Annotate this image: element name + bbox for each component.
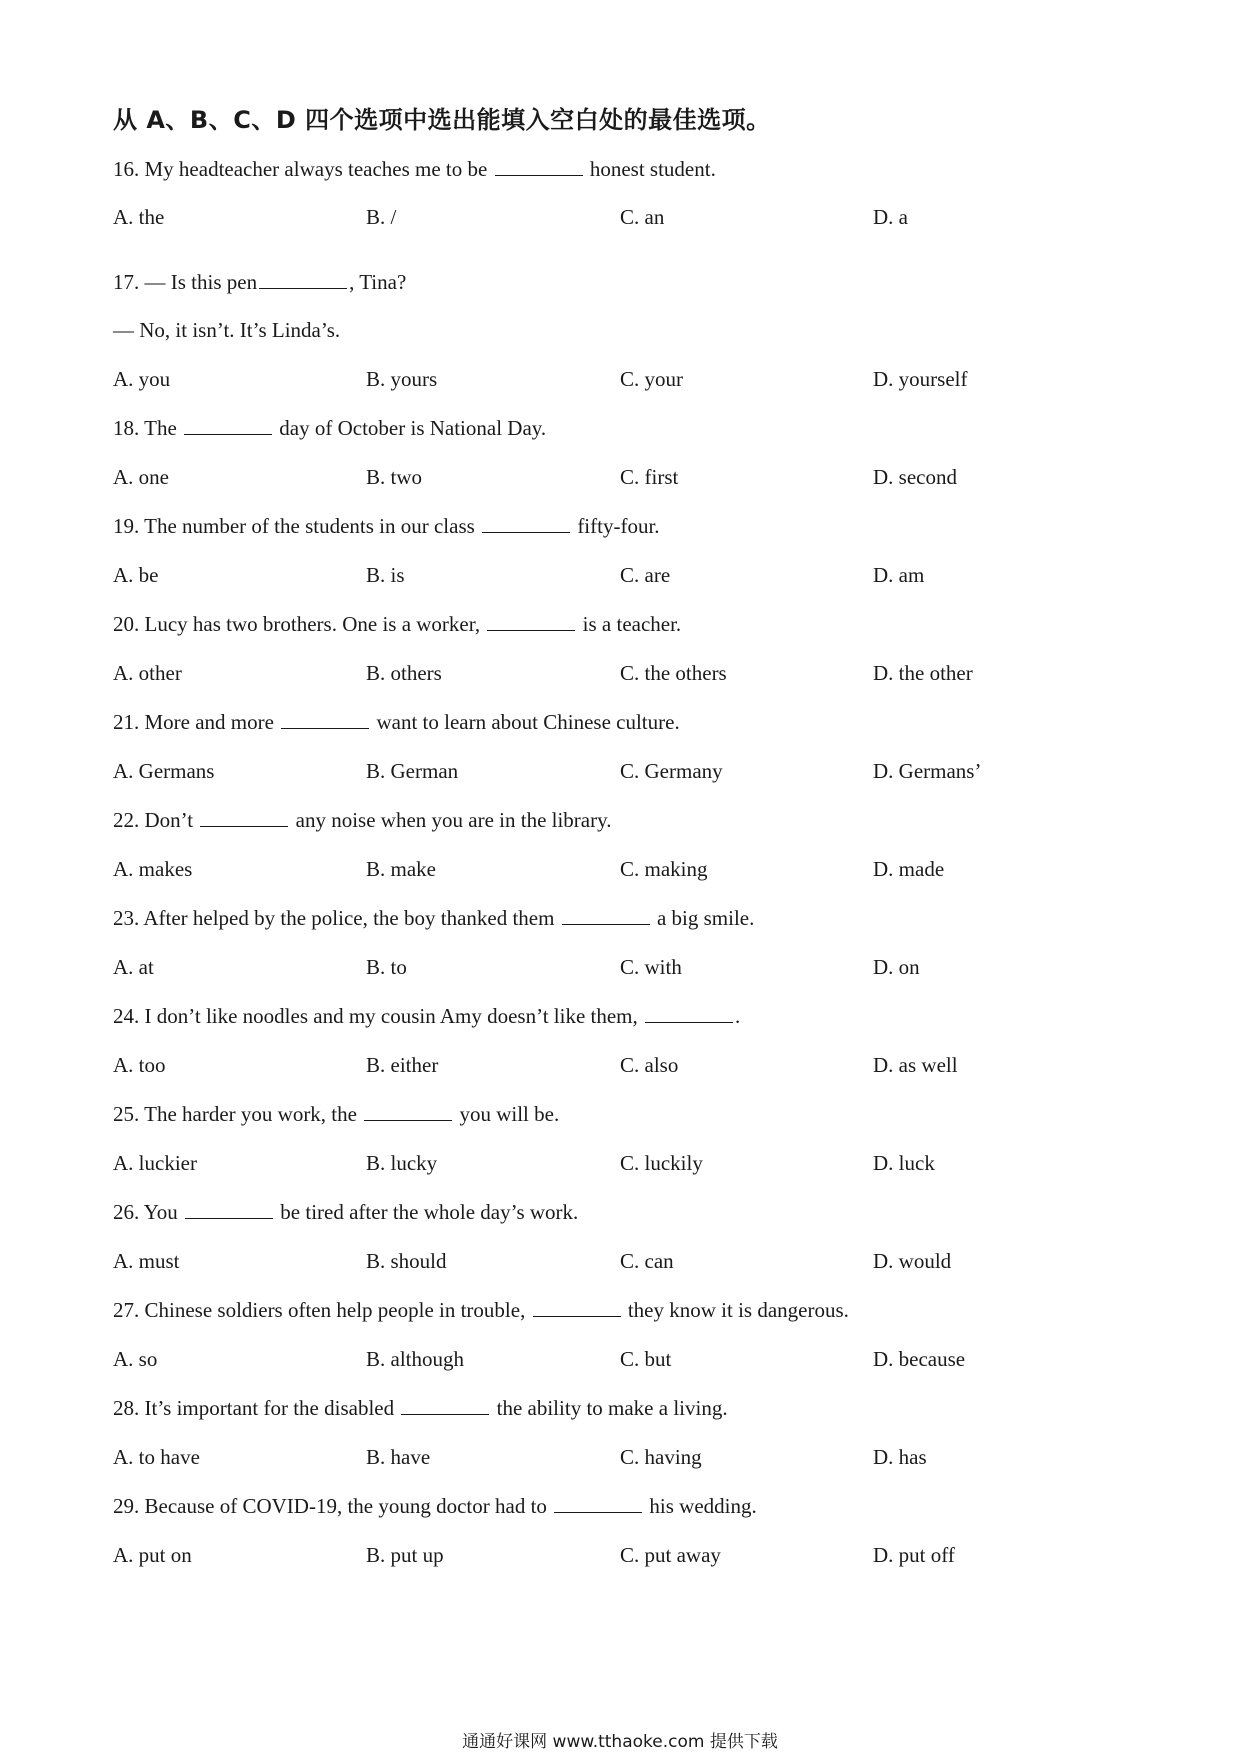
- question-stem-end: honest student.: [589, 157, 716, 181]
- options-19: [113, 562, 1113, 588]
- option-a: A. be: [113, 563, 159, 587]
- question-stem: 23. After helped by the police, the boy thanked them: [113, 906, 555, 930]
- option-b: B. should: [366, 1249, 447, 1273]
- option-d: D. second: [873, 465, 957, 489]
- option-b: B. have: [366, 1445, 431, 1469]
- question-stem: 25. The harder you work, the: [113, 1102, 357, 1126]
- answer-blank: [495, 157, 583, 176]
- question-20: [113, 611, 681, 637]
- option-b: B. /: [366, 205, 397, 229]
- option-c: C. having: [620, 1445, 702, 1469]
- question-stem: 18. The: [113, 416, 177, 440]
- answer-blank: [200, 808, 288, 827]
- option-c: C. also: [620, 1053, 679, 1077]
- option-a: A. too: [113, 1053, 166, 1077]
- question-stem-end: want to learn about Chinese culture.: [376, 710, 680, 734]
- options-23: [113, 954, 1113, 980]
- question-23: [113, 905, 754, 931]
- question-17-reply: — No, it isn’t. It’s Linda’s.: [113, 318, 341, 342]
- option-a: A. you: [113, 367, 171, 391]
- option-b: B. put up: [366, 1543, 444, 1567]
- option-d: D. has: [873, 1445, 927, 1469]
- option-c: C. making: [620, 857, 708, 881]
- option-a: A. luckier: [113, 1151, 197, 1175]
- question-21: [113, 709, 680, 735]
- option-d: D. a: [873, 205, 908, 229]
- question-stem-end: .: [735, 1004, 741, 1028]
- option-a: A. must: [113, 1249, 180, 1273]
- options-28: [113, 1444, 1113, 1470]
- question-stem-end: is a teacher.: [582, 612, 682, 636]
- option-a: A. the: [113, 205, 165, 229]
- question-29: [113, 1493, 757, 1519]
- option-c: C. but: [620, 1347, 672, 1371]
- option-b: B. to: [366, 955, 407, 979]
- question-stem: 21. More and more: [113, 710, 274, 734]
- options-22: [113, 856, 1113, 882]
- question-stem: 28. It’s important for the disabled: [113, 1396, 395, 1420]
- option-b: B. is: [366, 563, 405, 587]
- options-16: [113, 204, 1113, 230]
- option-a: A. other: [113, 661, 182, 685]
- options-29: [113, 1542, 1113, 1568]
- options-25: [113, 1150, 1113, 1176]
- option-d: D. as well: [873, 1053, 958, 1077]
- option-b: B. German: [366, 759, 459, 783]
- option-d: D. Germans’: [873, 759, 982, 783]
- question-stem: 29. Because of COVID-19, the young doctor had to: [113, 1494, 547, 1518]
- option-d: D. luck: [873, 1151, 935, 1175]
- option-c: C. Germany: [620, 759, 723, 783]
- question-stem-end: be tired after the whole day’s work.: [280, 1200, 579, 1224]
- option-b: B. either: [366, 1053, 439, 1077]
- answer-blank: [184, 416, 272, 435]
- answer-blank: [401, 1396, 489, 1415]
- question-stem: 19. The number of the students in our class: [113, 514, 475, 538]
- option-c: C. your: [620, 367, 683, 391]
- question-18: [113, 415, 546, 441]
- option-d: D. yourself: [873, 367, 968, 391]
- answer-blank: [487, 612, 575, 631]
- answer-blank: [259, 270, 347, 289]
- option-d: D. the other: [873, 661, 973, 685]
- option-c: C. can: [620, 1249, 674, 1273]
- options-18: [113, 464, 1113, 490]
- options-20: [113, 660, 1113, 686]
- instruction-heading: 从 A、B、C、D 四个选项中选出能填入空白处的最佳选项。: [113, 106, 771, 134]
- option-a: A. to have: [113, 1445, 200, 1469]
- question-stem-end: you will be.: [459, 1102, 560, 1126]
- question-22: [113, 807, 612, 833]
- question-stem-end: any noise when you are in the library.: [295, 808, 612, 832]
- question-stem-end: a big smile.: [656, 906, 755, 930]
- option-c: C. with: [620, 955, 682, 979]
- question-stem: 20. Lucy has two brothers. One is a worker,: [113, 612, 481, 636]
- question-25: [113, 1101, 559, 1127]
- option-a: A. Germans: [113, 759, 215, 783]
- question-26: [113, 1199, 578, 1225]
- option-d: D. on: [873, 955, 920, 979]
- options-27: [113, 1346, 1113, 1372]
- question-stem-end: day of October is National Day.: [279, 416, 547, 440]
- option-a: A. one: [113, 465, 169, 489]
- question-24: [113, 1003, 740, 1029]
- option-d: D. am: [873, 563, 925, 587]
- option-b: B. two: [366, 465, 423, 489]
- option-c: C. first: [620, 465, 679, 489]
- option-c: C. are: [620, 563, 671, 587]
- page-footer: 通通好课网 www.tthaoke.com 提供下载: [462, 1732, 778, 1752]
- question-stem: 27. Chinese soldiers often help people in trouble,: [113, 1298, 526, 1322]
- option-d: D. because: [873, 1347, 966, 1371]
- option-b: B. yours: [366, 367, 438, 391]
- question-stem-end: fifty-four.: [577, 514, 660, 538]
- question-stem: 24. I don’t like noodles and my cousin Amy doesn’t like them,: [113, 1004, 638, 1028]
- answer-blank: [533, 1298, 621, 1317]
- question-stem: 22. Don’t: [113, 808, 194, 832]
- answer-blank: [645, 1004, 733, 1023]
- question-19: [113, 513, 660, 539]
- question-stem: 26. You: [113, 1200, 178, 1224]
- question-16: [113, 156, 716, 182]
- option-d: D. would: [873, 1249, 952, 1273]
- option-d: D. put off: [873, 1543, 955, 1567]
- option-c: C. put away: [620, 1543, 721, 1567]
- options-17: [113, 366, 1113, 392]
- option-a: A. makes: [113, 857, 193, 881]
- option-c: C. an: [620, 205, 665, 229]
- question-17: [113, 269, 406, 295]
- answer-blank: [364, 1102, 452, 1121]
- answer-blank: [562, 906, 650, 925]
- options-26: [113, 1248, 1113, 1274]
- option-b: B. others: [366, 661, 442, 685]
- option-b: B. make: [366, 857, 436, 881]
- question-stem-end: the ability to make a living.: [496, 1396, 728, 1420]
- option-b: B. although: [366, 1347, 464, 1371]
- question-stem-end: his wedding.: [649, 1494, 757, 1518]
- question-stem-end: they know it is dangerous.: [627, 1298, 849, 1322]
- answer-blank: [554, 1494, 642, 1513]
- answer-blank: [482, 514, 570, 533]
- option-d: D. made: [873, 857, 945, 881]
- question-27: [113, 1297, 849, 1323]
- option-a: A. so: [113, 1347, 158, 1371]
- question-stem: 17. — Is this pen: [113, 270, 258, 294]
- option-b: B. lucky: [366, 1151, 438, 1175]
- options-21: [113, 758, 1113, 784]
- option-a: A. put on: [113, 1543, 192, 1567]
- options-24: [113, 1052, 1113, 1078]
- option-a: A. at: [113, 955, 154, 979]
- option-c: C. the others: [620, 661, 727, 685]
- answer-blank: [185, 1200, 273, 1219]
- answer-blank: [281, 710, 369, 729]
- question-stem: 16. My headteacher always teaches me to be: [113, 157, 488, 181]
- question-28: [113, 1395, 728, 1421]
- question-stem-end: , Tina?: [349, 270, 407, 294]
- option-c: C. luckily: [620, 1151, 703, 1175]
